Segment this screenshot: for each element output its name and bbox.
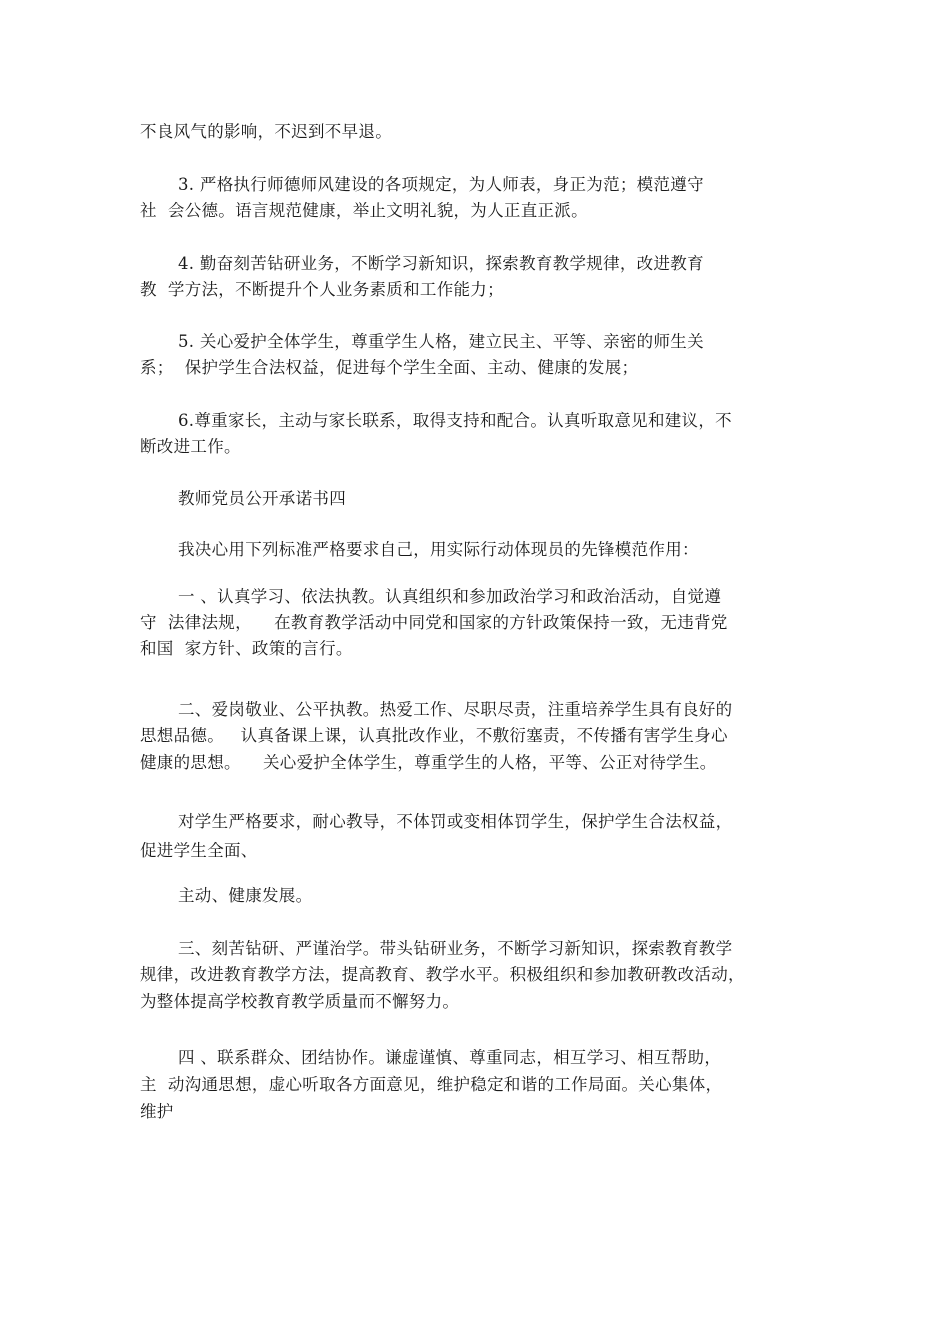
section-heading: 教师党员公开承诺书四	[178, 489, 346, 508]
text-line: 主 动沟通思想，虚心听取各方面意见，维护稳定和谐的工作局面。关心集体，	[140, 1075, 723, 1094]
text-line: 为整体提高学校教育教学质量而不懈努力。	[140, 992, 460, 1011]
text-line: 四 、联系群众、团结协作。谦虚谨慎、尊重同志，相互学习、相互帮助，	[178, 1048, 722, 1067]
text-line: 三、刻苦钻研、严谨治学。带头钻研业务，不断学习新知识，探索教育教学	[178, 939, 733, 958]
text-line: 主动、健康发展。	[178, 886, 313, 905]
text-line: 社 会公德。语言规范健康，举止文明礼貌，为人正直正派。	[140, 201, 588, 220]
text-line: 教 学方法，不断提升个人业务素质和工作能力；	[140, 280, 504, 299]
text-line: 一 、认真学习、依法执教。认真组织和参加政治学习和政治活动，自觉遵	[178, 587, 722, 606]
text-line: 规律，改进教育教学方法，提高教育、教学水平。积极组织和参加教研教改活动，	[140, 965, 745, 984]
text-line: 对学生严格要求，耐心教导，不体罚或变相体罚学生，保护学生合法权益，	[178, 812, 733, 831]
text-line: 系； 保护学生合法权益，促进每个学生全面、主动、健康的发展；	[140, 358, 639, 377]
text-line: 3. 严格执行师德师风建设的各项规定，为人师表，身正为范；模范遵守	[178, 175, 704, 194]
text-line: 二、爱岗敬业、公平执教。热爱工作、尽职尽责，注重培养学生具有良好的	[178, 700, 733, 719]
text-line: 5. 关心爱护全体学生，尊重学生人格，建立民主、平等、亲密的师生关	[178, 332, 704, 351]
text-line: 断改进工作。	[140, 437, 241, 456]
text-line: 我决心用下列标准严格要求自己，用实际行动体现员的先锋模范作用：	[178, 540, 699, 559]
text-line: 4. 勤奋刻苦钻研业务，不断学习新知识，探索教育教学规律，改进教育	[178, 254, 704, 273]
text-line: 和国 家方针、政策的言行。	[140, 639, 353, 658]
text-line: 维护	[140, 1102, 174, 1121]
text-line: 健康的思想。 关心爱护全体学生，尊重学生的人格，平等、公正对待学生。	[140, 753, 717, 772]
text-line: 思想品德。 认真备课上课，认真批改作业，不敷衍塞责，不传播有害学生身心	[140, 726, 728, 745]
text-line: 促进学生全面、	[140, 841, 258, 860]
text-line: 不良风气的影响，不迟到不早退。	[140, 122, 392, 141]
text-line: 6.尊重家长，主动与家长联系，取得支持和配合。认真听取意见和建议，不	[178, 411, 732, 430]
text-line: 守 法律法规， 在教育教学活动中同党和国家的方针政策保持一致，无违背党	[140, 613, 728, 632]
